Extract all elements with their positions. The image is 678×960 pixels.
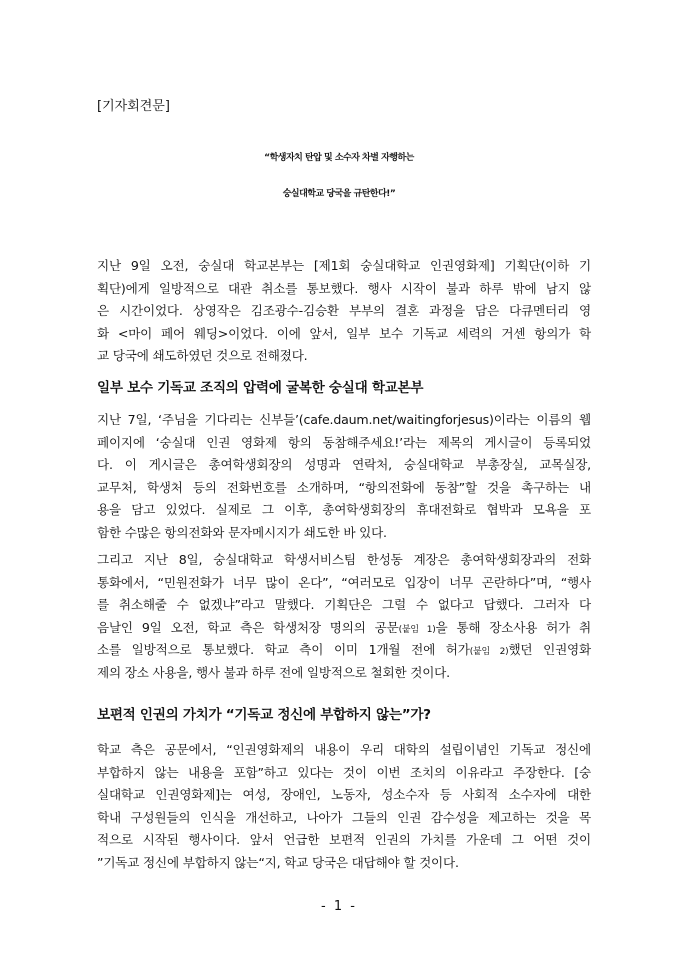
attachment-note: (붙임 1) — [398, 624, 436, 635]
line-text: 소를 일방적으로 통보했다. 학교 측이 이미 1개월 전에 허가 — [97, 642, 470, 657]
page-number: - 1 - — [321, 899, 357, 914]
paragraph-1 — [97, 255, 591, 368]
document-tag: [기자회견문] — [97, 99, 170, 114]
line-text: 을 통해 장소사용 허가 취 — [435, 619, 591, 635]
paragraph-line: 화 <마이 페어 웨딩>이었다. 이에 앞서, 일부 보수 기독교 세력의 거센 항의가 학 — [97, 325, 591, 341]
paragraph-line: 실대학교 인권영화제]는 여성, 장애인, 노동자, 성소수자 등 사회적 소수자에 대한 — [97, 787, 591, 802]
paragraph-line: 지난 9일 오전, 숭실대 학교본부는 [제1회 숭실대학교 인권영화제] 기획단(이하 기 — [97, 258, 591, 273]
paragraph-line: 다. 이 게시글은 총여학생회장의 성명과 연락처, 숭실대학교 부총장실, 교목실장, — [97, 457, 591, 472]
paragraph-line: 교무처, 학생처 등의 전화번호를 소개하며, “항의전화에 동참”할 것을 촉구하는 내 — [97, 479, 591, 495]
paragraph-line: 부합하지 않는 내용을 포함”하고 있다는 것이 이번 조치의 이유라고 주장한다. [숭 — [97, 764, 591, 780]
paragraph-line: 학내 구성원들의 인식을 개선하고, 나아가 그들의 인권 감수성을 제고하는 것을 목 — [97, 809, 591, 825]
document-title — [0, 140, 678, 212]
attachment-note: (붙임 2) — [469, 647, 509, 657]
paragraph-line: ”기독교 정신에 부합하지 않는“지, 학교 당국은 대답해야 할 것이다. — [97, 854, 459, 870]
paragraph-3 — [97, 549, 591, 684]
paragraph-line: 은 시간이었다. 상영작은 김조광수-김승환 부부의 결혼 과정을 담은 다큐멘터리 영 — [97, 303, 591, 318]
line-text: 했던 인권영화 — [508, 642, 591, 657]
paragraph-line: 교 당국에 쇄도하였던 것으로 전해졌다. — [97, 348, 308, 363]
paragraph-line: 용을 담고 있었다. 실제로 그 이후, 총여학생회장의 휴대전화로 협박과 모욕을 포 — [97, 502, 591, 517]
title-line-1: “학생자치 탄압 및 소수자 차별 자행하는 — [264, 153, 414, 163]
paragraph-line: 지난 7일, ‘주님을 기다리는 신부들’(cafe.daum.net/waitingforjesus)이라는 이름의 웹 — [97, 412, 591, 427]
paragraph-line: 적으로 시작된 행사이다. 앞서 언급한 보편적 인권의 가치를 가운데 그 어떤 것이 — [97, 832, 591, 847]
paragraph-line — [97, 617, 591, 640]
paragraph-line: 페이지에 ‘숭실대 인권 영화제 항의 동참해주세요!’라는 제목의 게시글이 등록되었 — [97, 434, 591, 450]
section-heading-2: 보편적 인권의 가치가 “기독교 정신에 부합하지 않는”가? — [97, 707, 431, 723]
paragraph-4 — [97, 739, 591, 874]
paragraph-line: 함한 수많은 항의전화와 문자메시지가 쇄도한 바 있다. — [97, 524, 387, 540]
paragraph-line — [97, 639, 591, 662]
paragraph-line: 그리고 지난 8일, 숭실대학교 학생서비스팀 한성동 계장은 총여학생회장과의 전화 — [97, 552, 591, 567]
paragraph-line: 획단)에게 일방적으로 대관 취소를 통보했다. 행사 시작이 불과 하루 밖에 남지 않 — [97, 280, 591, 296]
paragraph-line: 통화에서, “민원전화가 너무 많이 온다”, “여러모로 입장이 너무 곤란하다”며, “행사 — [97, 574, 591, 590]
line-text: 음날인 9일 오전, 학교 측은 학생처장 명의의 공문 — [97, 619, 399, 635]
title-line-2: 숭실대학교 당국을 규탄한다!” — [282, 189, 396, 199]
paragraph-line: 제의 장소 사용을, 행사 불과 하루 전에 일방적으로 철회한 것이다. — [97, 664, 450, 680]
paragraph-line: 를 취소해줄 수 없겠냐”라고 말했다. 기획단은 그럴 수 없다고 답했다. 그러자 다 — [97, 597, 591, 612]
section-heading-1: 일부 보수 기독교 조직의 압력에 굴복한 숭실대 학교본부 — [97, 380, 424, 396]
paragraph-line: 학교 측은 공문에서, “인권영화제의 내용이 우리 대학의 설립이념인 기독교 정신에 — [97, 742, 591, 757]
paragraph-2 — [97, 409, 591, 544]
